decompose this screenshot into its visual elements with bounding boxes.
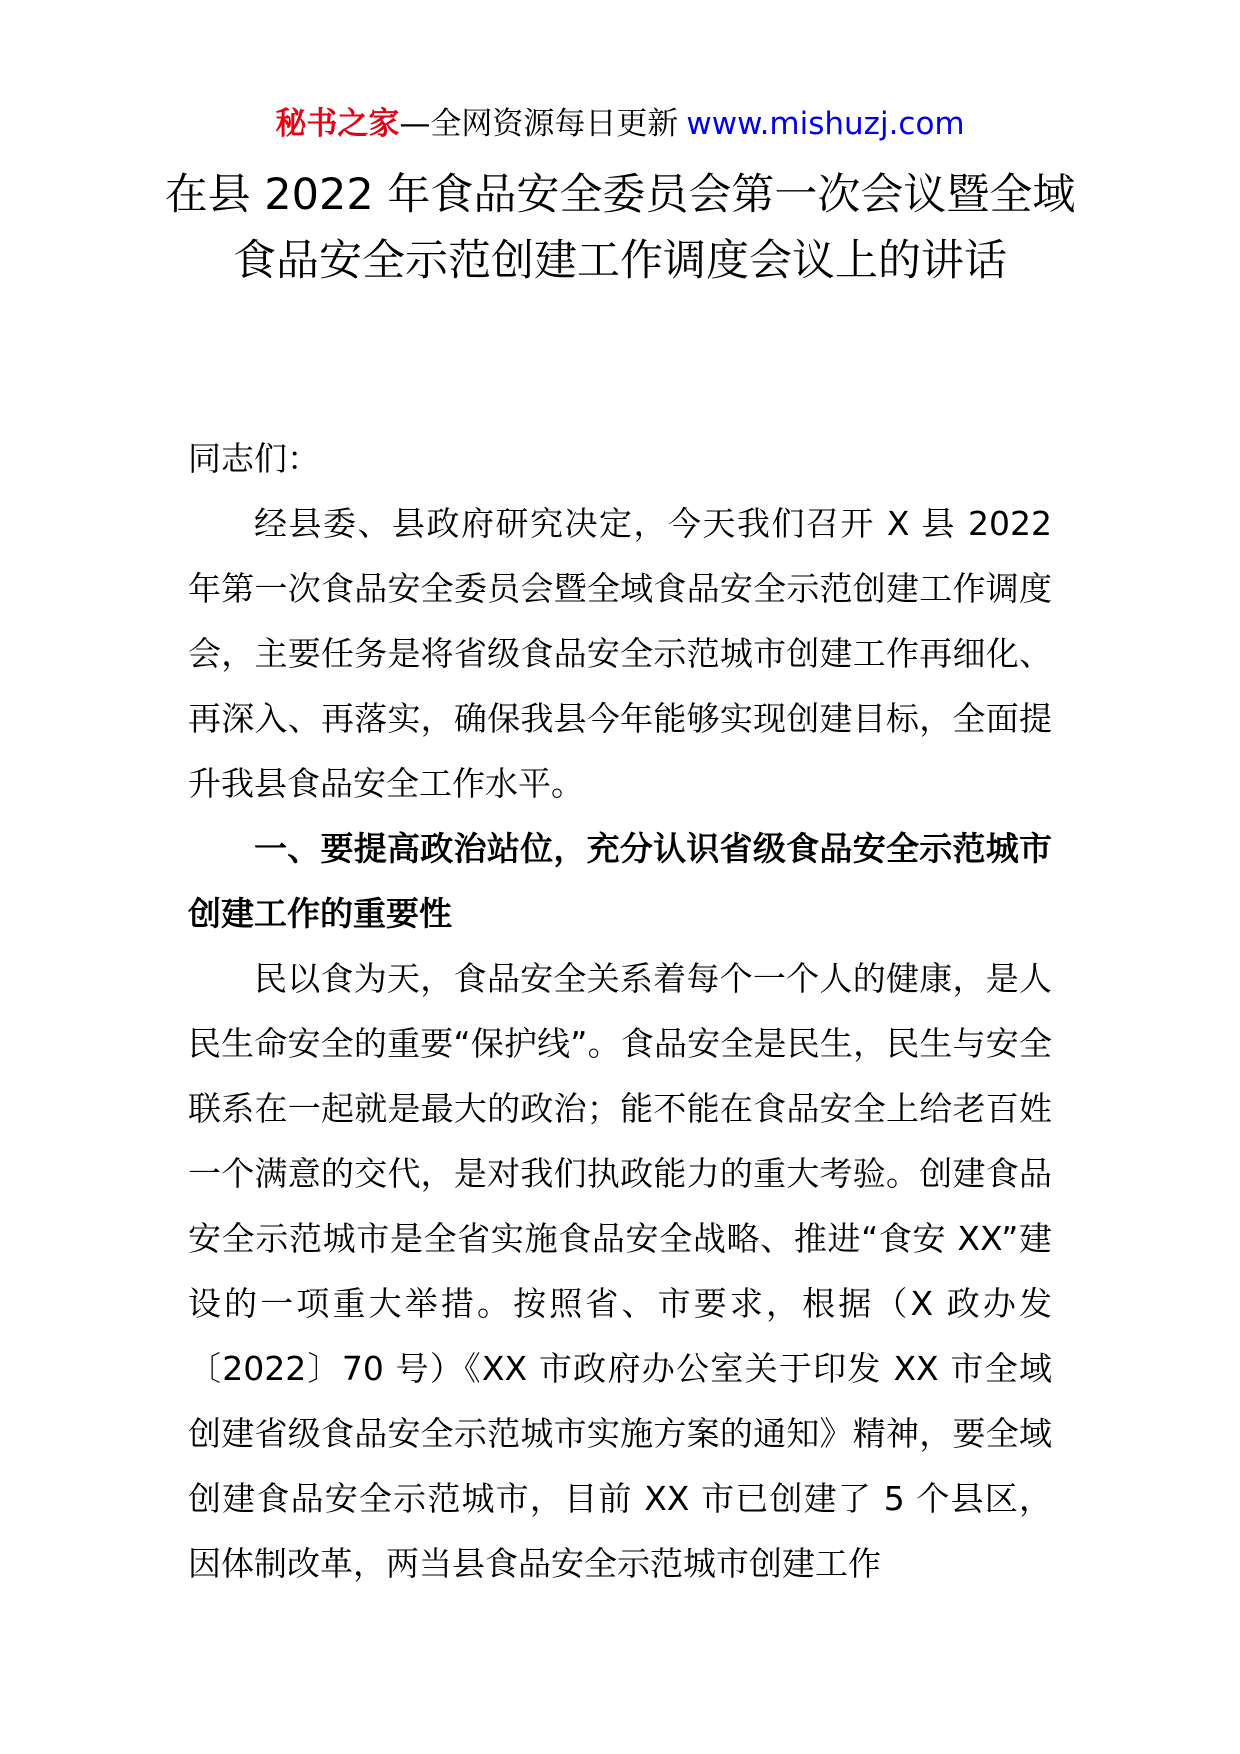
paragraph-food-safety: 民以食为天，食品安全关系着每个一个人的健康，是人民生命安全的重要“保护线”。食品安全是民生，民生与安全联系在一起就是最大的政治；能不能在食品安全上给老百姓一个满意的交代，是对我们执政能力的重大考验。创建食品安全示范城市是全省实施食品安全战略、推进“食安 XX”建设的一项重大举措。按照省、市要求，根据（X 政办发〔2022〕70 号）《XX 市政府办公室关于印发 XX 市全域创建省级食品安全示范城市实施方案的通知》精神，要全域创建食品安全示范城市，目前 XX 市已创建了 5 个县区，因体制改革，两当县食品安全示范城市创建工作	[188, 959, 1052, 1583]
section-heading-1: 一、要提高政治站位，充分认识省级食品安全示范城市创建工作的重要性	[188, 829, 1052, 933]
site-tagline: —全网资源每日更新	[399, 106, 679, 142]
site-header	[0, 104, 1240, 144]
document-body	[188, 426, 1052, 1596]
site-url-link[interactable]: www.mishuzj.com	[686, 106, 965, 142]
brand-name: 秘书之家	[275, 106, 400, 142]
document-title: 在县 2022 年食品安全委员会第一次会议暨全域食品安全示范创建工作调度会议上的讲话	[164, 170, 1076, 286]
paragraph-intro: 经县委、县政府研究决定，今天我们召开 X 县 2022 年第一次食品安全委员会暨全域食品安全示范创建工作调度会，主要任务是将省级食品安全示范城市创建工作再细化、再深入、再落实，确保我县今年能够实现创建目标，全面提升我县食品安全工作水平。	[188, 504, 1052, 803]
salutation: 同志们：	[188, 439, 320, 478]
